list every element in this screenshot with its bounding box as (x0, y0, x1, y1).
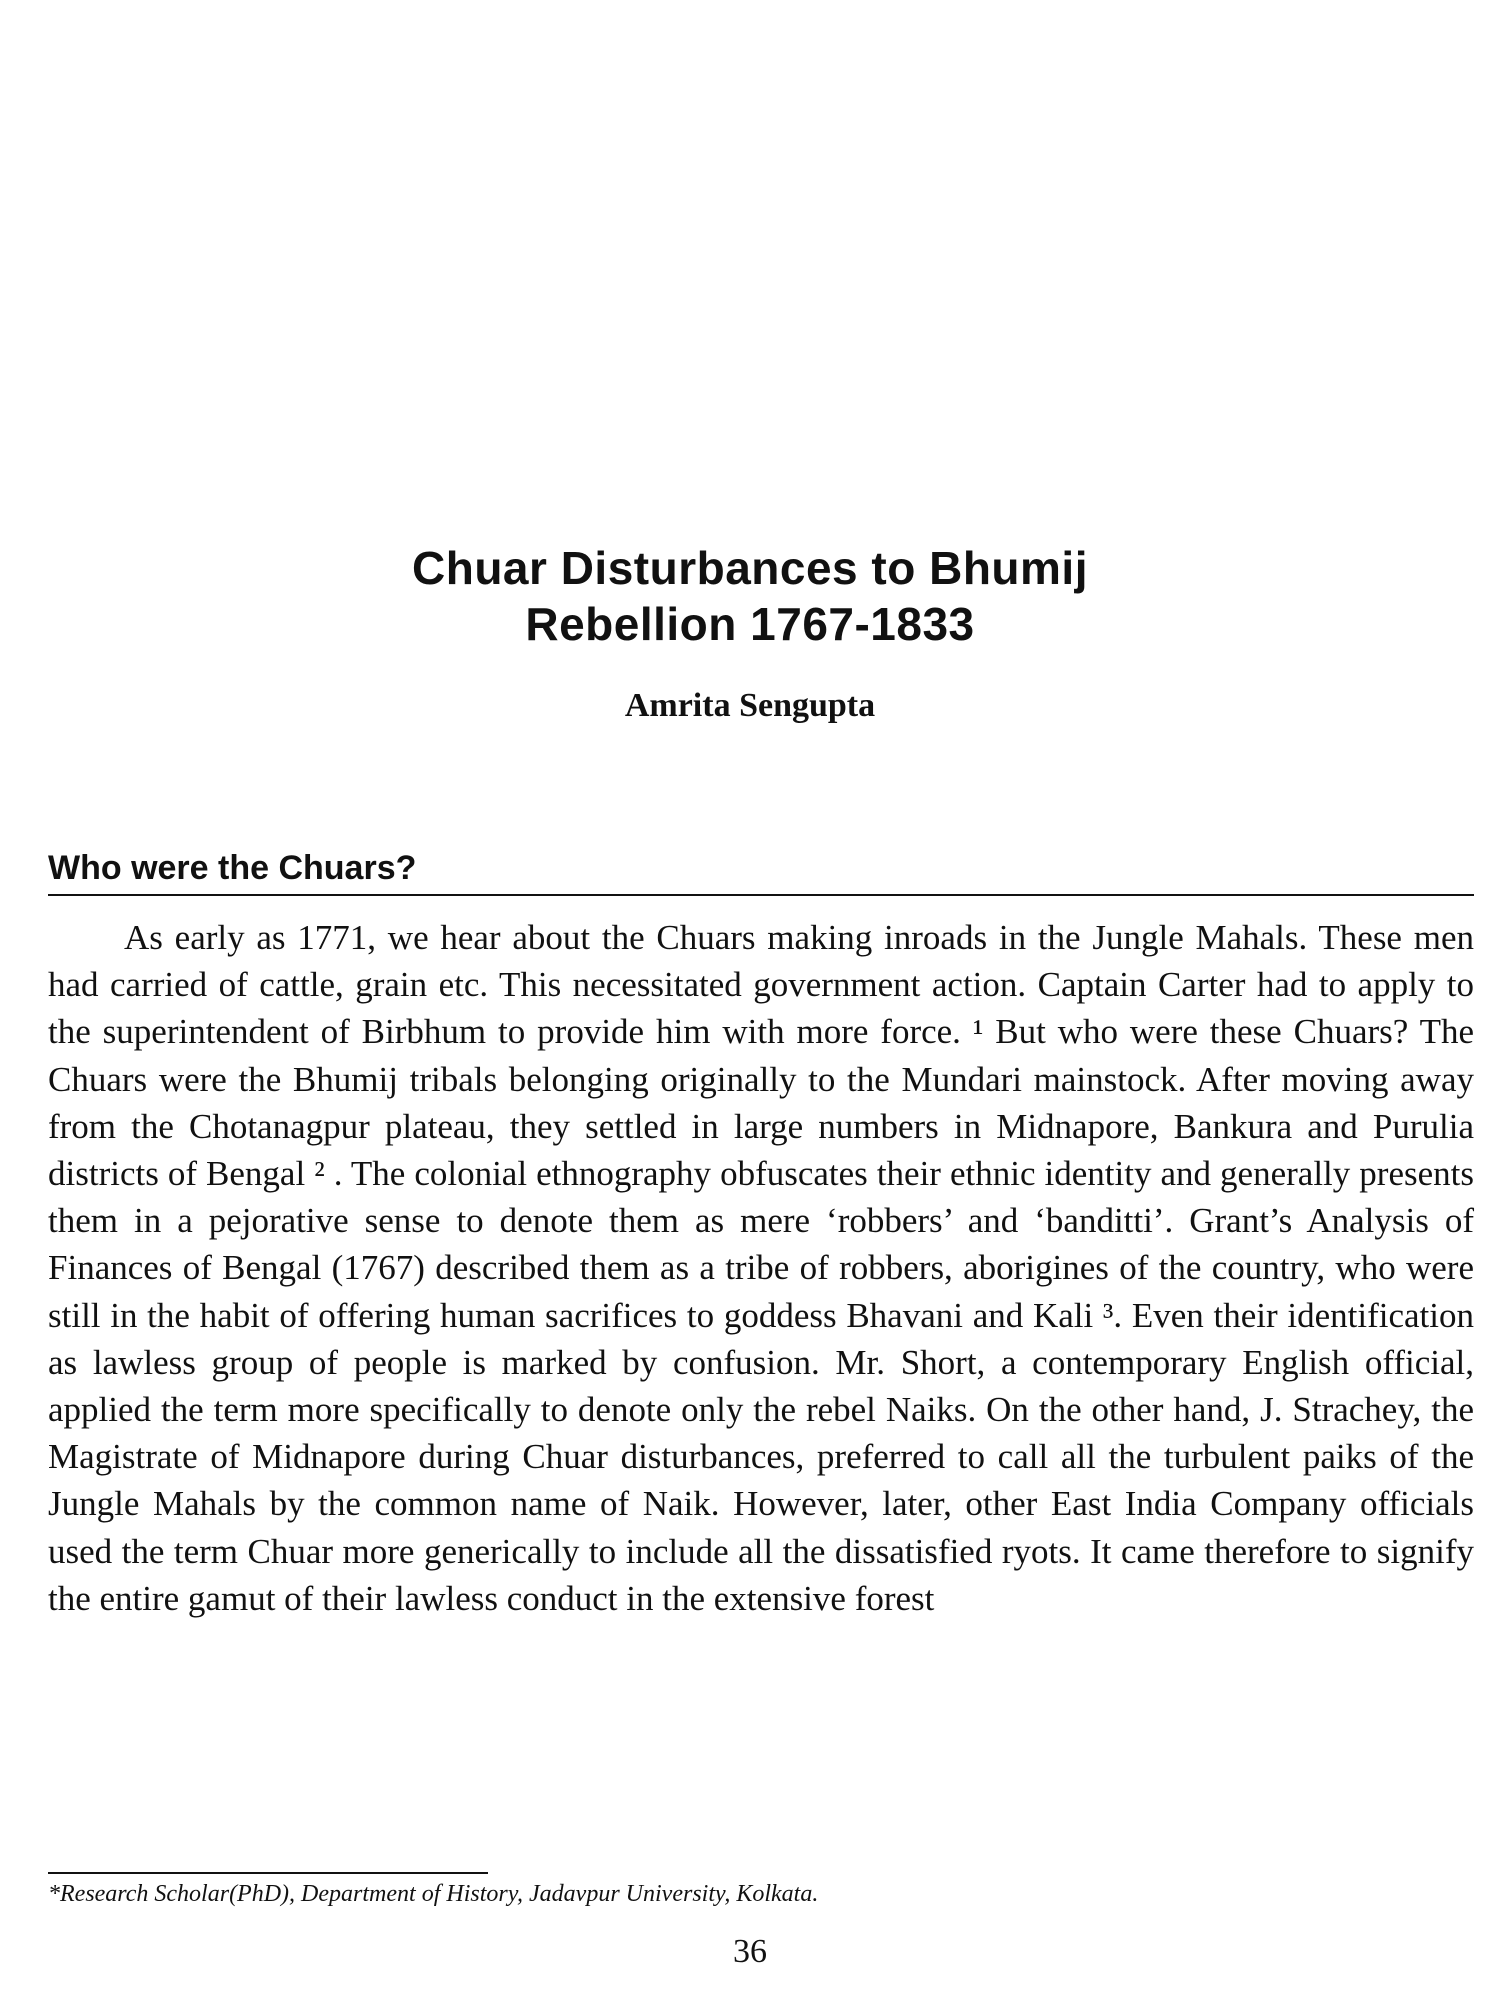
author-name: Amrita Sengupta (624, 687, 876, 724)
body-paragraph: As early as 1771, we hear about the Chuars making inroads in the Jungle Mahals. These men had carried of cattle, grain etc. This necessitated government action. Captain Carter had to apply to the superintendent of Birbhum to provide him with more force. ¹ But who were these Chuars? The Chuars were the Bhumij tribals belonging originally to the Mundari mainstock. After moving away from the Chotanagpur plateau, they settled in large numbers in Midnapore, Bankura and Purulia districts of Bengal ² . The colonial ethnography obfuscates their ethnic identity and generally presents them in a pejorative sense to denote them as mere ‘robbers’ and ‘banditti’. Grant’s Analysis of Finances of Bengal (1767) described them as a tribe of robbers, aborigines of the country, who were still in the habit of offering human sacrifices to goddess Bhavani and Kali ³. Even their identification as lawless group of people is marked by confusion. Mr. Short, a contemporary English official, applied the term more specifically to denote only the rebel Naiks. On the other hand, J. Strachey, the Magistrate of Midnapore during Chuar disturbances, preferred to call all the turbulent paiks of the Jungle Mahals by the common name of Naik. However, later, other East India Company officials used the term Chuar more generically to include all the dissatisfied ryots. It came therefore to signify the entire gamut of their lawless conduct in the extensive forest (48, 918, 1474, 1618)
author-affiliation-footnote: *Research Scholar(PhD), Department of History, Jadavpur University, Kolkata. (48, 1881, 819, 1907)
article-title-line-2: Rebellion 1767-1833 (525, 598, 975, 650)
section-heading-rule (48, 894, 1474, 896)
article-title-block (300, 540, 1200, 726)
footnote-divider (48, 1872, 488, 1874)
section-heading: Who were the Chuars? (48, 849, 417, 887)
page-number: 36 (733, 1933, 767, 1970)
article-title-line-1: Chuar Disturbances to Bhumij (412, 542, 1088, 594)
